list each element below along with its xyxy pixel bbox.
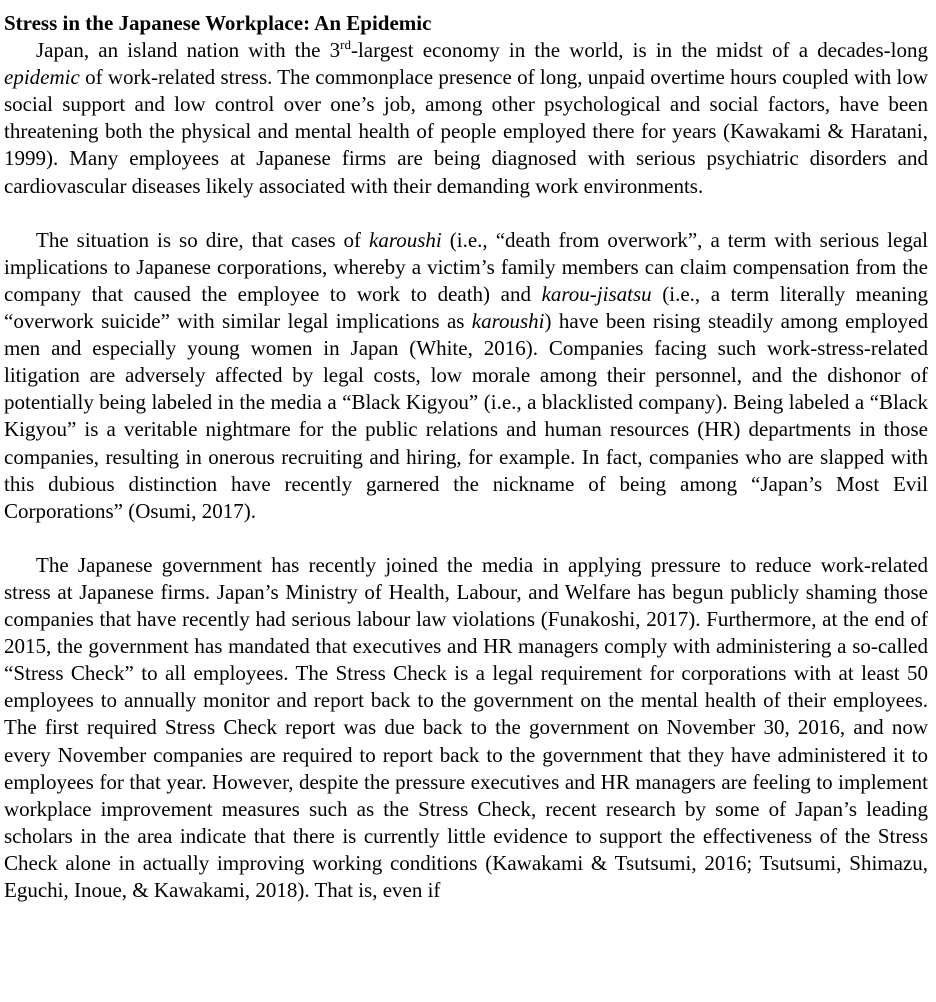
paragraph-1-text-3: of work-related stress. The commonplace presence of long, unpaid overtime hours coupled with low social support and low control over one’s job, among other psychological and social factors, have been threatening both the physical and mental health of people employed there for years (Kawakami & Haratani, 1999). Many employees at Japanese firms are being diagnosed with serious psychiatric disorders and cardiovascular diseases likely associated with their demanding work environments.: [4, 65, 928, 198]
italic-term-karou-jisatsu: karou-jisatsu: [541, 281, 652, 306]
paragraph-3: [4, 552, 928, 904]
document-page: [4, 10, 928, 904]
paragraph-2-text-4: ) have been rising steadily among employed men and especially young women in Japan (White, 2016). Companies facing such work-stress-related litigation are adversely affected by legal costs, low morale among their personnel, and the dishonor of potentially being labeled in the media a “Black Kigyou” (i.e., a blacklisted company). Being labeled a “Black Kigyou” is a veritable nightmare for the public relations and human resources (HR) departments in those companies, resulting in onerous recruiting and hiring, for example. In fact, companies who are slapped with this dubious distinction have recently garnered the nickname of being among “Japan’s Most Evil Corporations” (Osumi, 2017).: [4, 309, 928, 523]
italic-term-epidemic: epidemic: [4, 65, 80, 90]
paragraph-1: [4, 37, 928, 200]
paragraph-2-text-1: The situation is so dire, that cases of: [36, 227, 370, 252]
paragraph-2: [4, 227, 928, 525]
paragraph-3-text-1: The Japanese government has recently joined the media in applying pressure to reduce work-related stress at Japanese firms. Japan’s Ministry of Health, Labour, and Welfare has begun publicly shaming those companies that have recently had serious labour law violations (Funakoshi, 2017). Furthermore, at the end of 2015, the government has mandated that executives and HR managers comply with administering a so-called “Stress Check” to all employees. The Stress Check is a legal requirement for corporations with at least 50 employees to annually monitor and report back to the government on the mental health of their employees. The first required Stress Check report was due back to the government on November 30, 2016, and now every November companies are required to report back to the government that they have administered it to employees for that year. However, despite the pressure executives and HR managers are feeling to implement workplace improvement measures such as the Stress Check, recent research by some of Japan’s leading scholars in the area indicate that there is currently little evidence to support the effectiveness of the Stress Check alone in actually improving working conditions (Kawakami & Tsutsumi, 2016; Tsutsumi, Shimazu, Eguchi, Inoue, & Kawakami, 2018). That is, even if: [4, 552, 928, 902]
paragraph-1-text-1: Japan, an island nation with the 3: [36, 38, 341, 63]
ordinal-superscript: rd: [340, 37, 351, 53]
italic-term-karoushi-2: karoushi: [471, 309, 545, 334]
document-title: Stress in the Japanese Workplace: An Epidemic: [4, 11, 432, 35]
italic-term-karoushi: karoushi: [369, 227, 442, 252]
paragraph-1-text-2: -largest economy in the world, is in the midst of a decades-long: [350, 38, 928, 63]
paragraph-2-text-2: (i.e., “death from overwork”, a term with serious legal implications to Japanese corporations, whereby a victim’s family members can claim compensation from the company that caused the employee to work to death) and: [4, 227, 928, 306]
paragraph-2-text-3: (i.e., a term literally meaning “overwork suicide” with similar legal implications as: [4, 281, 928, 334]
